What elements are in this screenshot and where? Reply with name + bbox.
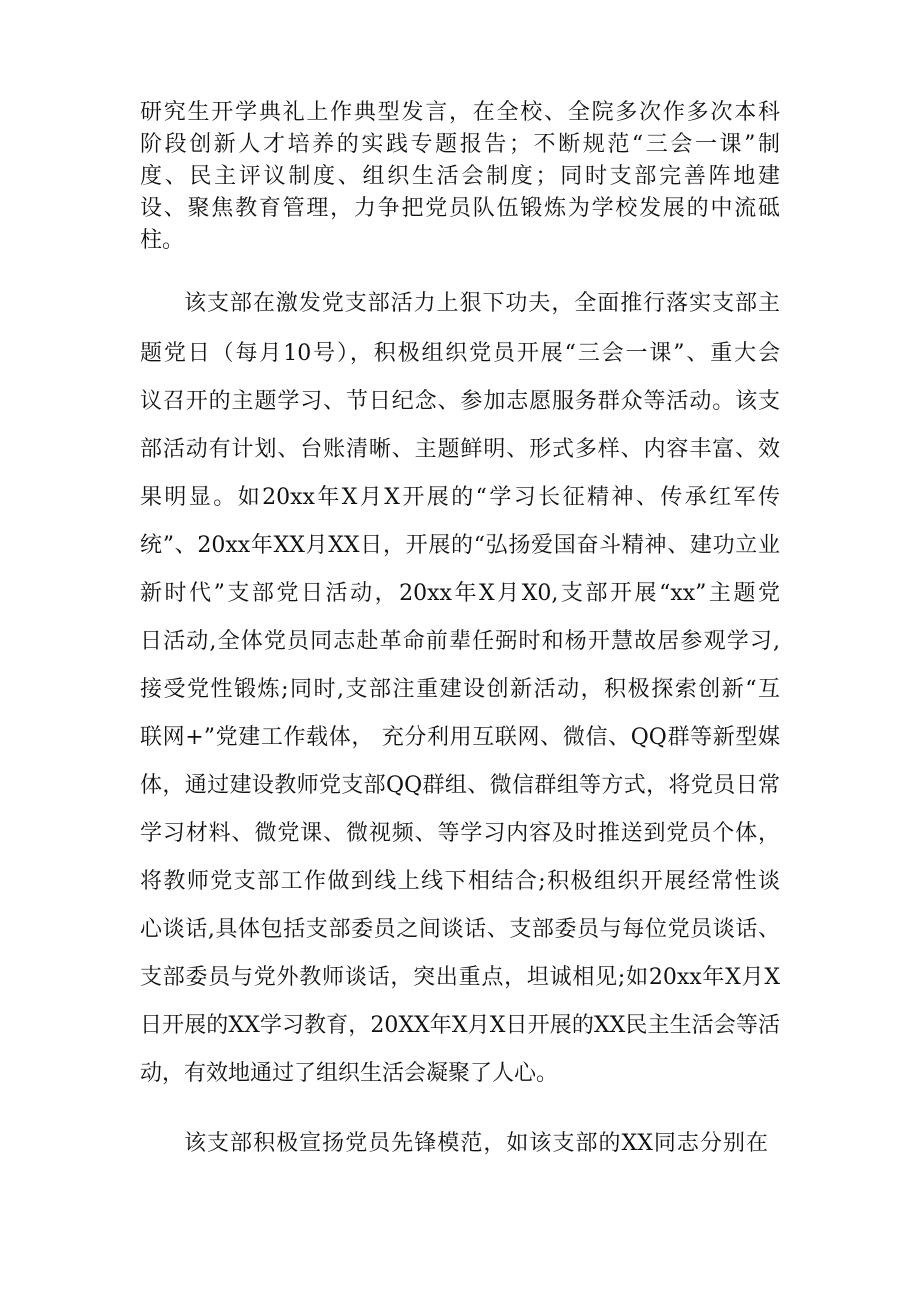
- text-line: 新时代”支部党日活动，20xx年X月X0,支部开展“xx”主题党: [140, 581, 780, 606]
- text-line: 设、聚焦教育管理，力争把党员队伍锻炼为学校发展的中流砥: [140, 196, 780, 221]
- text-line: 题党日（每月10号），积极组织党员开展“三会一课”、重大会: [140, 341, 780, 366]
- text-line: 联网+”党建工作载体， 充分利用互联网、微信、QQ群等新型媒: [140, 725, 780, 750]
- text-line: 接受党性锻炼;同时,支部注重建设创新活动，积极探索创新“互: [140, 677, 780, 702]
- text-line: 将教师党支部工作做到线上线下相结合;积极组织开展经常性谈: [140, 869, 780, 894]
- text-line: 议召开的主题学习、节日纪念、参加志愿服务群众等活动。该支: [140, 389, 780, 414]
- text-line: 部活动有计划、台账清晰、主题鲜明、形式多样、内容丰富、效: [140, 437, 780, 462]
- text-line: 日开展的XX学习教育，20XX年X月X日开展的XX民主生活会等活: [140, 1013, 780, 1038]
- text-line: 心谈话,具体包括支部委员之间谈话、支部委员与每位党员谈话、: [140, 917, 780, 942]
- text-line: 研究生开学典礼上作典型发言，在全校、全院多次作多次本科: [140, 100, 780, 125]
- text-line: 体，通过建设教师党支部QQ群组、微信群组等方式，将党员日常: [140, 773, 780, 798]
- text-line: 学习材料、微党课、微视频、等学习内容及时推送到党员个体，: [140, 821, 780, 846]
- text-line: 该支部积极宣扬党员先锋模范，如该支部的XX同志分别在: [184, 1131, 768, 1156]
- text-line: 该支部在激发党支部活力上狠下功夫，全面推行落实支部主: [184, 291, 780, 316]
- text-line: 果明显。如20xx年X月X开展的“学习长征精神、传承红军传: [140, 485, 780, 510]
- text-line: 统”、20xx年XX月XX日，开展的“弘扬爱国奋斗精神、建功立业: [140, 533, 780, 558]
- text-line: 日活动,全体党员同志赴革命前辈任弼时和杨开慧故居参观学习,: [140, 629, 780, 654]
- text-line: 阶段创新人才培养的实践专题报告；不断规范“三会一课”制: [140, 132, 780, 157]
- text-line: 柱。: [140, 228, 185, 253]
- text-line: 度、民主评议制度、组织生活会制度；同时支部完善阵地建: [140, 164, 780, 189]
- text-line: 支部委员与党外教师谈话，突出重点，坦诚相见;如20xx年X月X: [140, 965, 780, 990]
- text-line: 动，有效地通过了组织生活会凝聚了人心。: [140, 1061, 559, 1086]
